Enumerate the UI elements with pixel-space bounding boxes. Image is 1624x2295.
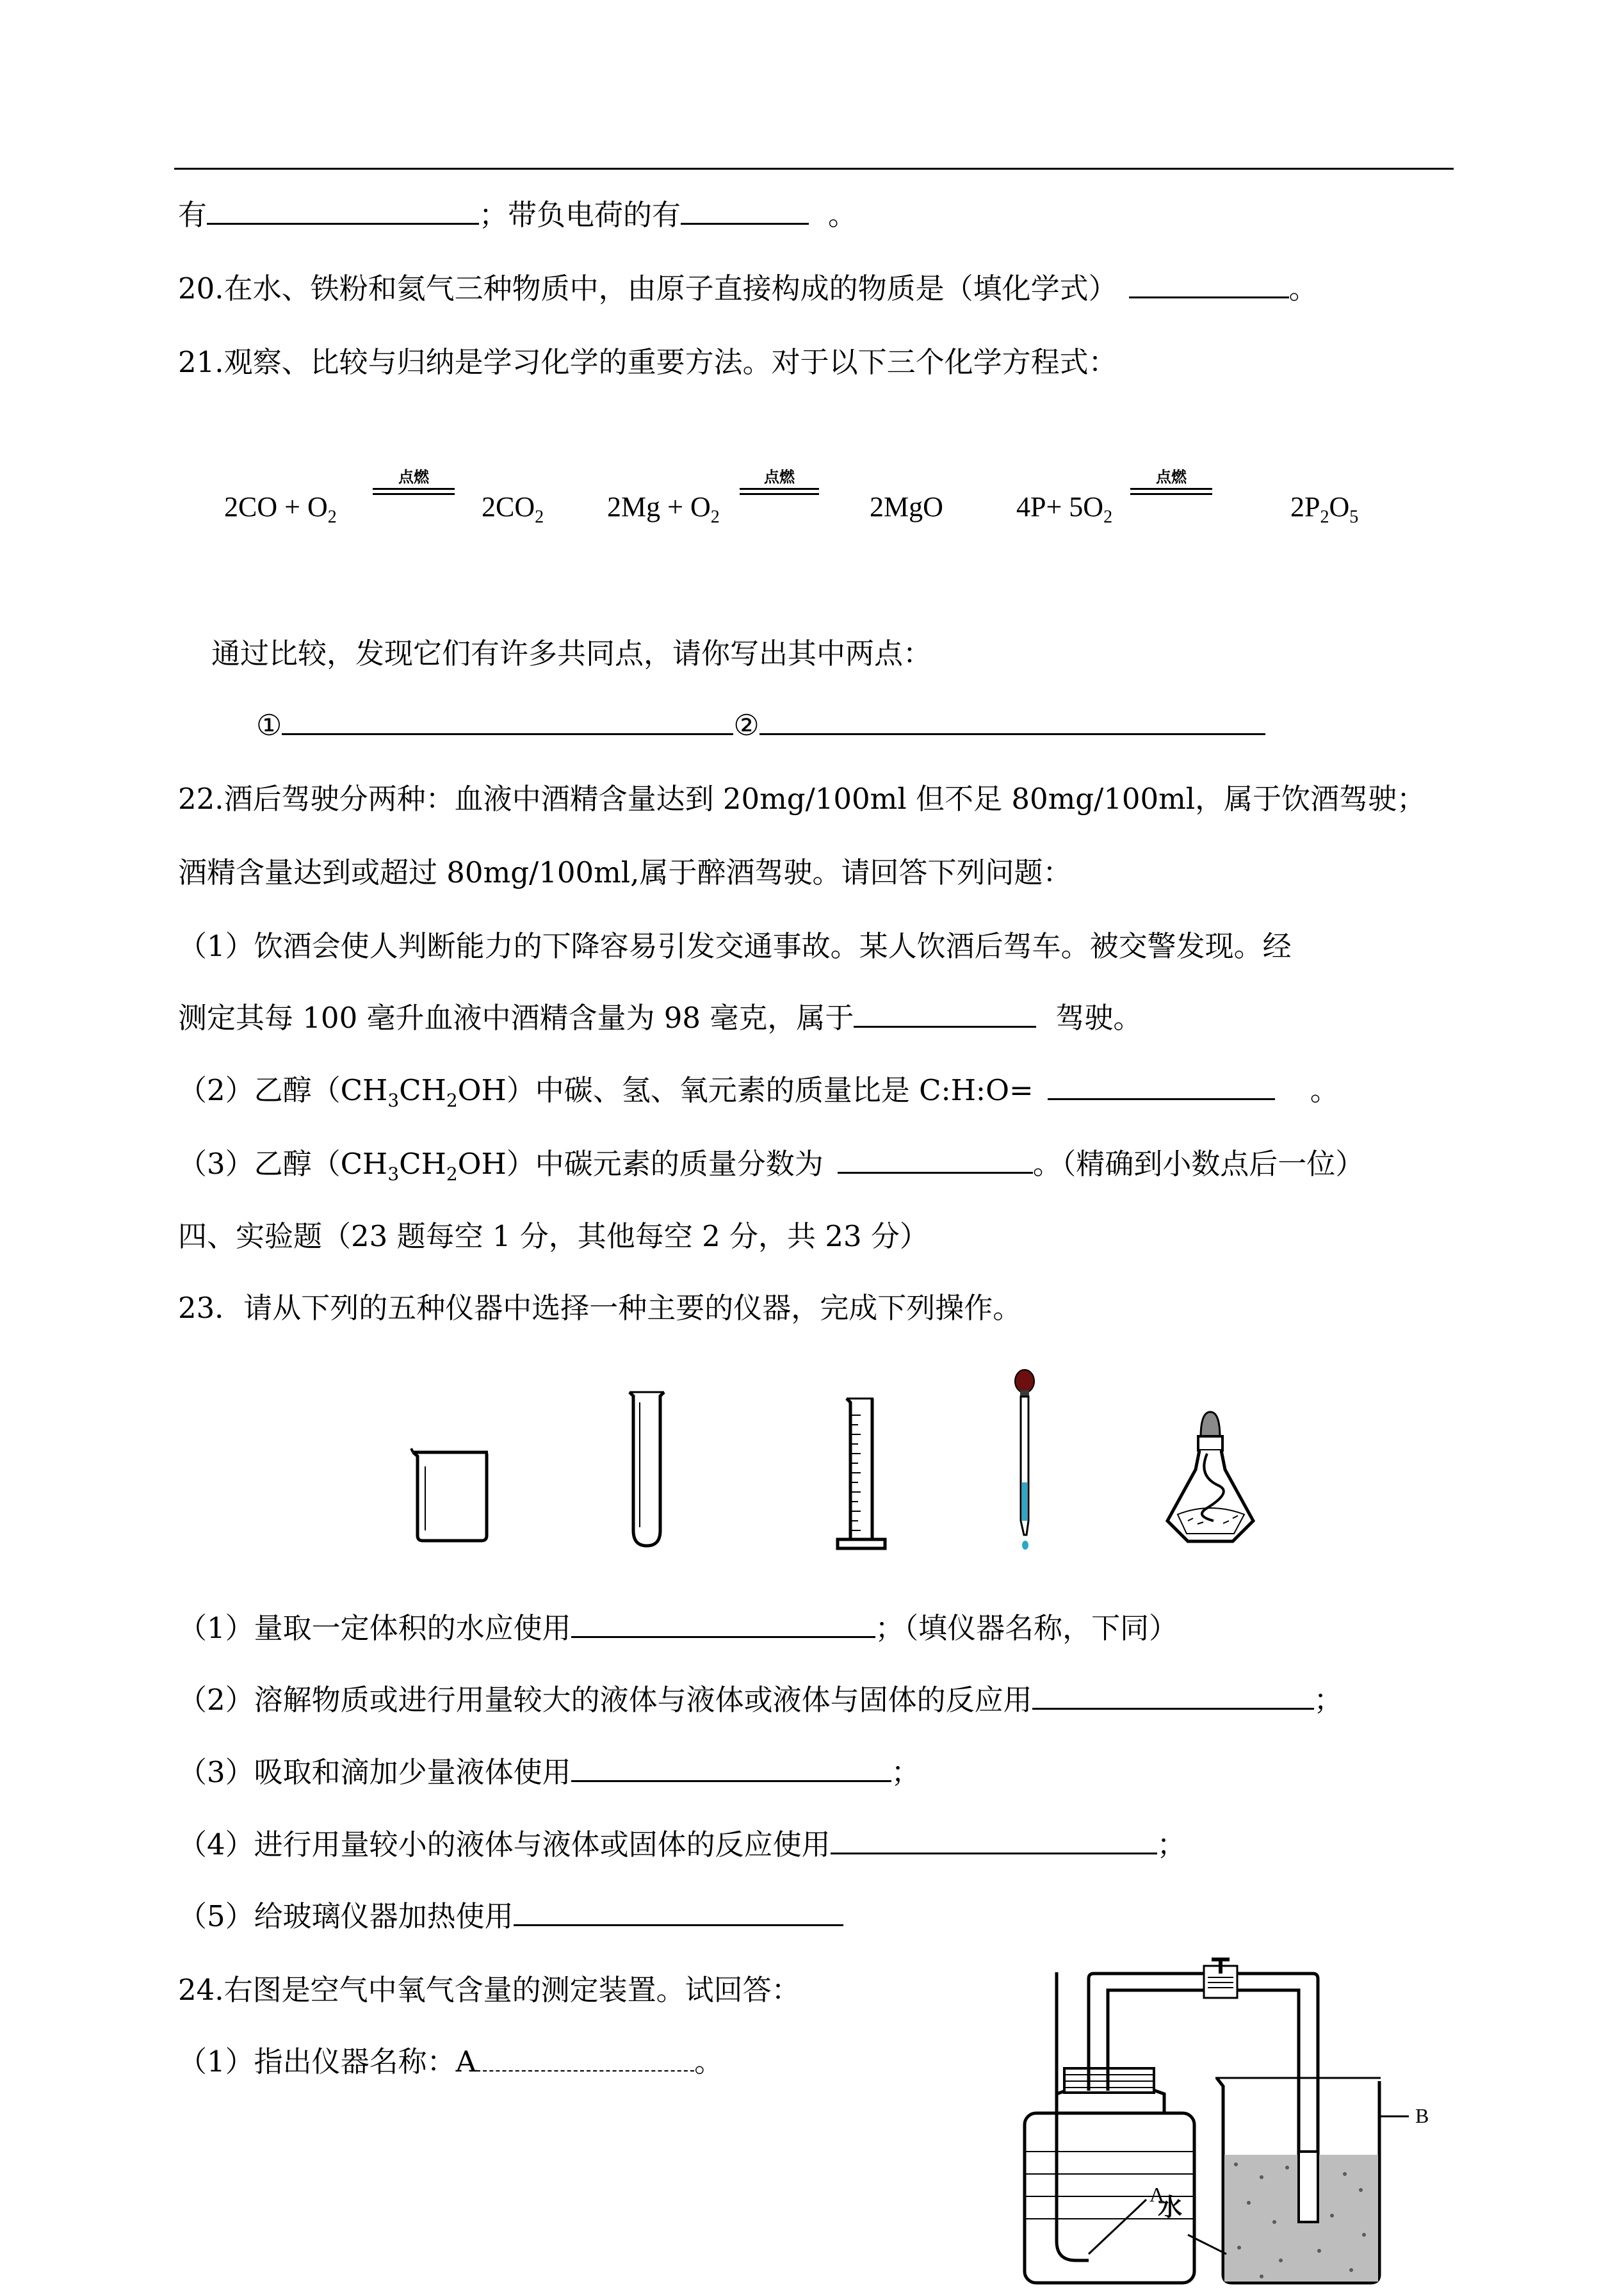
question-22-part-1b: 测定其每 100 毫升血液中酒精含量为 98 毫克，属于 驾驶。 bbox=[178, 1001, 1142, 1035]
question-22-line-2: 酒精含量达到或超过 80mg/100ml,属于醉酒驾驶。请回答下列问题： bbox=[178, 856, 1072, 889]
question-22-line-1: 22.酒后驾驶分两种：血液中酒精含量达到 20mg/100ml 但不足 80mg/100ml，属于饮酒驾驶； bbox=[178, 782, 1426, 816]
answer-blank[interactable] bbox=[571, 1631, 875, 1638]
circle-2-marker: ② bbox=[733, 708, 759, 742]
answer-blank[interactable] bbox=[838, 1167, 1033, 1174]
answer-blank[interactable] bbox=[854, 1021, 1036, 1028]
charge-text-2: ；带负电荷的有 bbox=[479, 198, 681, 232]
dropper-icon bbox=[1009, 1367, 1041, 1553]
beaker-icon bbox=[410, 1447, 493, 1543]
label-b: B bbox=[1415, 2104, 1429, 2127]
graduated-cylinder-icon bbox=[832, 1396, 890, 1556]
section-4-heading: 四、实验题（23 题每空 1 分，其他每空 2 分，共 23 分） bbox=[178, 1219, 929, 1253]
question-23-part-5: （5）给玻璃仪器加热使用 bbox=[178, 1902, 843, 1931]
charge-text-3: 。 bbox=[828, 198, 857, 232]
q21-text: 21.观察、比较与归纳是学习化学的重要方法。对于以下三个化学方程式： bbox=[178, 345, 1117, 379]
question-23-part-4: （4）进行用量较小的液体与液体或固体的反应使用 ； bbox=[178, 1828, 1186, 1861]
q20-end: 。 bbox=[1288, 272, 1318, 305]
question-23-part-2: （2）溶解物质或进行用量较大的液体与液体或液体与固体的反应用 ； bbox=[178, 1683, 1343, 1717]
q20-text: 20.在水、铁粉和氦气三种物质中，由原子直接构成的物质是（填化学式） bbox=[178, 272, 1117, 305]
question-24: 24.右图是空气中氧气含量的测定装置。试回答： bbox=[178, 1973, 800, 2007]
equation-2-left: $2Mg + O_2$ bbox=[607, 491, 720, 527]
condition-ignite-1: 点燃 bbox=[373, 464, 455, 495]
condition-ignite-2: 点燃 bbox=[740, 464, 819, 495]
question-22-part-1a: （1）饮酒会使人判断能力的下降容易引发交通事故。某人饮酒后驾车。被交警发现。经 bbox=[178, 929, 1292, 963]
q21-compare: 通过比较，发现它们有许多共同点，请你写出其中两点： bbox=[211, 637, 932, 670]
equation-3-left: $4P+ 5O_2$ bbox=[1016, 491, 1113, 527]
question-22-part-3: （3）乙醇$(CH_3CH_2OH)$中碳元素的质量分数为 。（精确到小数点后一位） bbox=[178, 1147, 1365, 1185]
circle-1-marker: ① bbox=[256, 708, 282, 742]
charge-line bbox=[178, 198, 857, 232]
answer-blank[interactable] bbox=[571, 1775, 891, 1782]
top-rule bbox=[174, 168, 1454, 170]
question-23: 23．请从下列的五种仪器中选择一种主要的仪器，完成下列操作。 bbox=[178, 1291, 1022, 1325]
question-23-part-1: （1）量取一定体积的水应使用 ；（填仪器名称，下同） bbox=[178, 1611, 1178, 1645]
answer-blank[interactable] bbox=[476, 2065, 694, 2072]
answer-blank[interactable] bbox=[282, 728, 733, 735]
test-tube-icon bbox=[624, 1390, 669, 1550]
equation-3-right: $2P_2O_5$ bbox=[1290, 491, 1359, 527]
answer-blank[interactable] bbox=[831, 1847, 1157, 1854]
alcohol-lamp-icon bbox=[1162, 1406, 1258, 1550]
equation-1-right: $2CO_2$ bbox=[482, 491, 544, 527]
label-water: 水 bbox=[1158, 2193, 1183, 2221]
question-23-part-3: （3）吸取和滴加少量液体使用 ； bbox=[178, 1755, 920, 1789]
charge-text-1: 有 bbox=[178, 198, 207, 232]
question-21 bbox=[178, 345, 1117, 379]
answer-blank[interactable] bbox=[514, 1919, 843, 1926]
answer-blank[interactable] bbox=[759, 728, 1265, 735]
equation-1-left: $2CO + O_2$ bbox=[224, 491, 337, 527]
equation-2-right: 2MgO bbox=[870, 491, 943, 523]
q21-answers bbox=[256, 708, 1265, 742]
answer-blank[interactable] bbox=[681, 218, 809, 225]
oxygen-apparatus-diagram bbox=[1012, 1959, 1460, 2292]
answer-blank[interactable] bbox=[1032, 1703, 1314, 1710]
label-a: A bbox=[1149, 2183, 1165, 2206]
answer-blank[interactable] bbox=[1048, 1093, 1275, 1100]
answer-blank[interactable] bbox=[207, 218, 479, 225]
question-20 bbox=[178, 274, 1318, 303]
question-24-part-1: （1）指出仪器名称：A 。 bbox=[178, 2045, 724, 2079]
answer-blank[interactable] bbox=[1129, 291, 1289, 298]
question-22-part-2: （2）乙醇$(CH_3CH_2OH)$中碳、氢、氧元素的质量比是 C:H:O= 。 bbox=[178, 1073, 1339, 1111]
condition-ignite-3: 点燃 bbox=[1130, 464, 1212, 495]
